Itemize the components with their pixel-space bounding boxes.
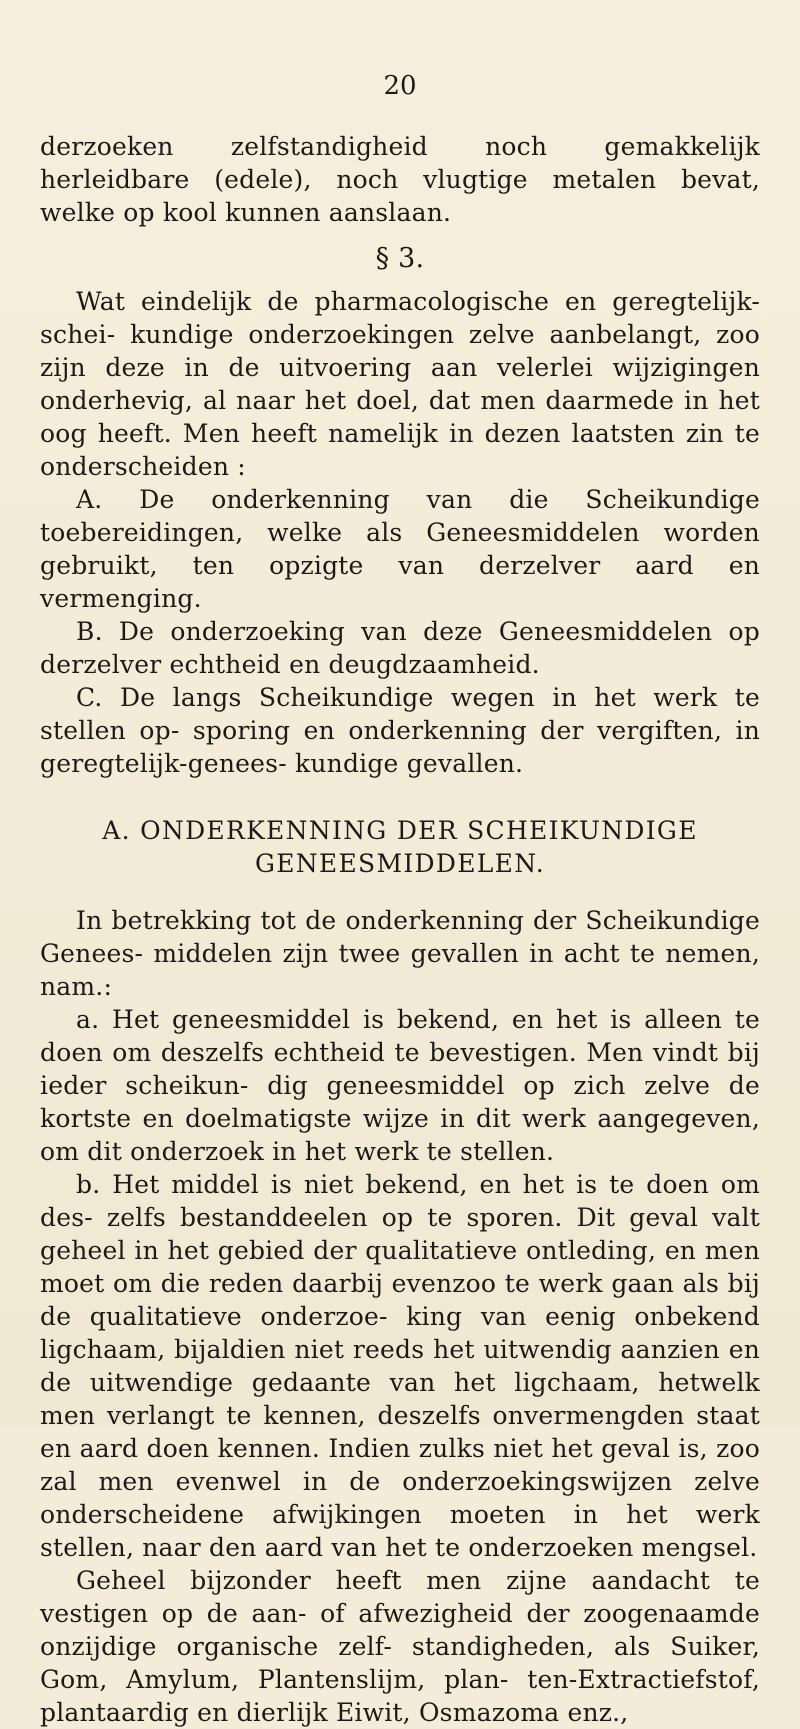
intro-paragraph: Wat eindelijk de pharmacologische en geregtelijk-schei- kundige onderzoekingen zelve aanbelangt, zoo zijn deze in de uitvoering aan velerlei wijzigingen onderhevig, al naar het doel, dat men daarmede in het oog heeft. Men heeft namelijk in dezen laatsten zin te onderscheiden : [40, 287, 760, 481]
section-mark: § 3. [375, 243, 425, 274]
section-heading [40, 814, 760, 880]
list-item-b: B. De onderzoeking van deze Geneesmiddelen op derzelver echtheid en deugdzaamheid. [40, 617, 760, 679]
heading-line-1: A. ONDERKENNING DER SCHEIKUNDIGE [102, 816, 698, 845]
page-content [40, 130, 760, 1729]
case-b-paragraph: b. Het middel is niet bekend, en het is te doen om des- zelfs bestanddeelen op te sporen. Dit geval valt geheel in het gebied der qualitatieve ontleding, en men moet om die reden daarbij evenzoo te werk gaan als bij de qualitatieve onderzoe- king van eenig onbekend ligchaam, bijaldien niet reeds het uitwendig aanzien en de uitwendige gedaante van het ligchaam, hetwelk men verlangt te kennen, deszelfs onvermengden staat en aard doen kennen. Indien zulks niet het geval is, zoo zal men evenwel in de onderzoekingswijzen zelve onderscheidene afwijkingen moeten in het werk stellen, naar den aard van het te onderzoeken mengsel. [40, 1170, 760, 1562]
final-paragraph: Geheel bijzonder heeft men zijne aandacht te vestigen op de aan- of afwezigheid der zoogenaamde onzijdige organische zelf- standigheden, als Suiker, Gom, Amylum, Plantenslijm, plan- ten-Extractiefstof, plantaardig en dierlijk Eiwit, Osmazoma enz., [40, 1566, 760, 1727]
list-item-a: A. De onderkenning van die Scheikundige toebereidingen, welke als Geneesmiddelen worden gebruikt, ten opzigte van derzelver aard en vermenging. [40, 485, 760, 613]
cases-intro-paragraph: In betrekking tot de onderkenning der Scheikundige Genees- middelen zijn twee gevallen in acht te nemen, nam.: [40, 906, 760, 1001]
heading-line-2: GENEESMIDDELEN. [254, 849, 546, 878]
top-continuation-paragraph: derzoeken zelfstandigheid noch gemakkelijk herleidbare (edele), noch vlugtige metalen bevat, welke op kool kunnen aanslaan. [40, 132, 760, 227]
case-a-paragraph: a. Het geneesmiddel is bekend, en het is alleen te doen om deszelfs echtheid te bevestigen. Men vindt bij ieder scheikun- dig geneesmiddel op zich zelve de kortste en doelmatigste wijze in dit werk aangegeven, om dit onderzoek in het werk te stellen. [40, 1005, 760, 1166]
list-item-c: C. De langs Scheikundige wegen in het werk te stellen op- sporing en onderkenning der vergiften, in geregtelijk-genees- kundige gevallen. [40, 683, 760, 778]
page-number: 20 [383, 71, 417, 101]
